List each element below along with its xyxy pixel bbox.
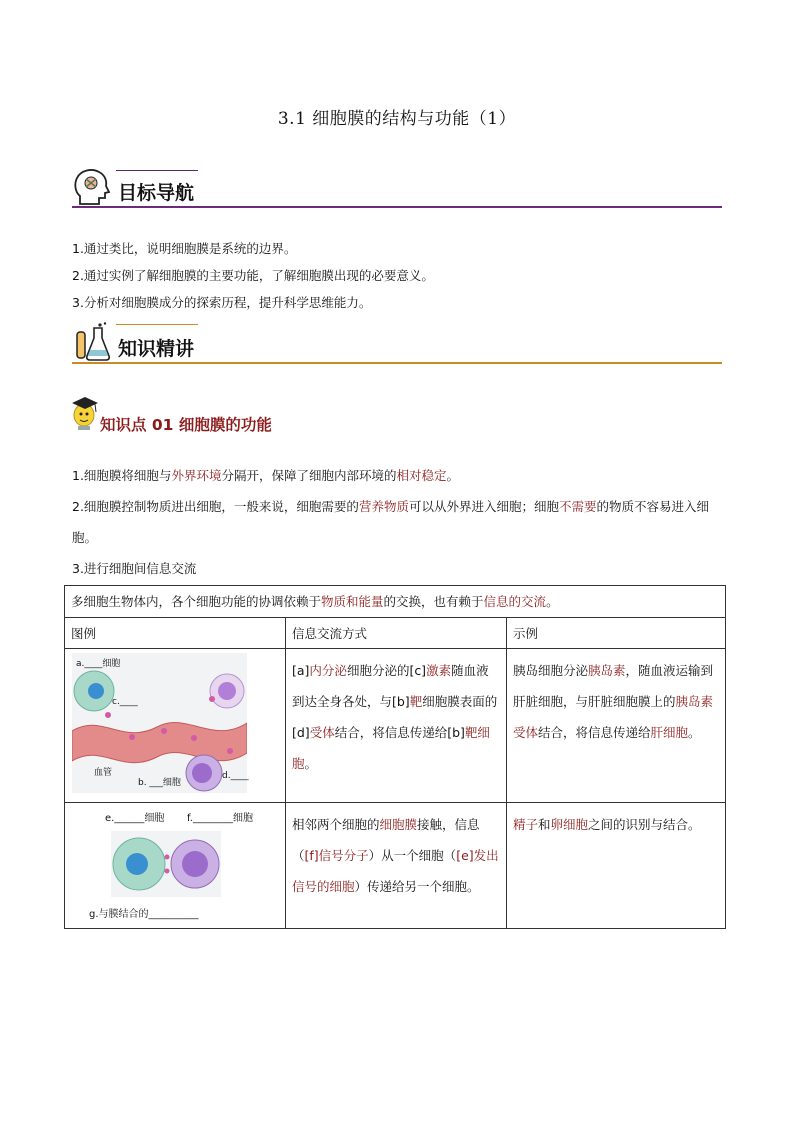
point-2: 2.细胞膜控制物质进出细胞，一般来说，细胞需要的营养物质可以从外界进入细胞；细胞不需要的物质不容易进入细胞。 (72, 499, 709, 545)
point-1: 1.细胞膜将细胞与外界环境分隔开，保障了细胞内部环境的相对稳定。 (72, 468, 459, 483)
point-3: 3.进行细胞间信息交流 (72, 561, 197, 576)
objective-item: 2.通过实例了解细胞膜的主要功能，了解细胞膜出现的必要意义。 (72, 268, 434, 283)
label-c: c.____ (112, 697, 138, 707)
section-header-topline (116, 170, 198, 171)
section-title-knowledge: 知识精讲 (118, 338, 195, 360)
section-title-objectives: 目标导航 (118, 182, 195, 204)
section-divider (72, 206, 722, 208)
example-cell-contact: 精子和卵细胞之间的识别与结合。 (507, 803, 726, 929)
page-title: 3.1 细胞膜的结构与功能（1） (277, 109, 517, 129)
section-divider (72, 362, 722, 364)
knowledge-point-title: 知识点 01 细胞膜的功能 (100, 416, 272, 434)
label-vessel: 血管 (94, 768, 113, 778)
head-brain-icon (72, 166, 112, 208)
figure-cell-contact (65, 803, 286, 929)
objective-item: 1.通过类比，说明细胞膜是系统的边界。 (72, 241, 297, 256)
table-header: 示例 (507, 618, 726, 649)
label-b: b. ___细胞 (138, 778, 181, 788)
table-header: 图例 (65, 618, 286, 649)
contact-diagram (69, 807, 269, 921)
label-a: a.____细胞 (76, 659, 121, 669)
cell-contact-diagram (111, 831, 221, 897)
label-d: d.____ (222, 771, 249, 781)
method-cell-endocrine: [a]内分泌细胞分泌的[c]激素随血液到达全身各处，与[b]靶细胞膜表面的[d]受体结合，将信息传递给[b]靶细胞。 (286, 649, 507, 803)
figure-cell-endocrine (65, 649, 286, 803)
label-e: e.______细胞 (105, 813, 165, 824)
info-exchange-table (64, 585, 726, 929)
objective-item: 3.分析对细胞膜成分的探索历程，提升科学思维能力。 (72, 295, 372, 310)
label-g: g.与膜结合的__________ (89, 909, 199, 920)
table-intro: 多细胞生物体内，各个细胞功能的协调依赖于物质和能量的交换，也有赖于信息的交流。 (65, 586, 726, 618)
table-header: 信息交流方式 (286, 618, 507, 649)
method-cell-contact: 相邻两个细胞的细胞膜接触，信息（[f]信号分子）从一个细胞（[e]发出信号的细胞）传递给另一个细胞。 (286, 803, 507, 929)
endocrine-diagram (72, 653, 247, 793)
flask-icon (72, 322, 112, 362)
example-cell-endocrine: 胰岛细胞分泌胰岛素，随血液运输到肝脏细胞，与肝脏细胞膜上的胰岛素受体结合，将信息传递给肝细胞。 (507, 649, 726, 803)
graduate-cap-icon (70, 395, 100, 431)
section-header-topline (116, 324, 198, 325)
label-f: f.________细胞 (187, 813, 253, 824)
section-header-knowledge (72, 318, 722, 378)
section-header-objectives (72, 160, 722, 220)
